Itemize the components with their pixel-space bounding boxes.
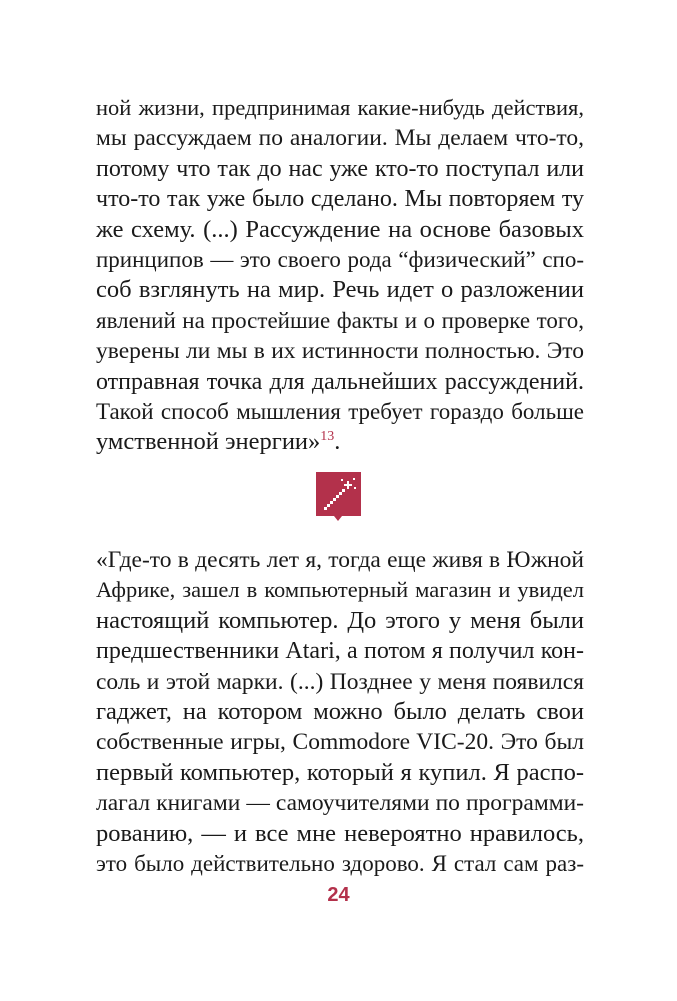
footnote-reference[interactable]: 13 — [320, 429, 335, 445]
text-line: гаджет, на котором можно было делать свои — [96, 697, 584, 725]
text-line: Африке, зашел в компьютерный магазин и увидел — [96, 577, 584, 603]
text-line: явлений на простейшие факты и о проверке того, — [96, 307, 584, 333]
text-line: что-то так уже было сделано. Мы повторяем ту — [96, 186, 584, 213]
paragraph-2 — [96, 545, 584, 879]
text-line: рованию, — и все мне невероятно нравилось, — [96, 819, 584, 847]
text-line: мы рассуждаем по аналогии. Мы делаем что-то, — [96, 125, 584, 152]
magic-wand-icon — [316, 472, 361, 524]
text-line: же схему. (...) Рассуждение на основе базовых — [96, 215, 584, 243]
text-line: предшественники Atari, а потом я получил кон- — [96, 638, 584, 665]
last-line-end: . — [334, 428, 341, 456]
text-line: соль и этой марки. (...) Позднее у меня появился — [96, 668, 584, 695]
text-line: собственные игры, Commodore VIC-20. Это был — [96, 729, 584, 756]
text-line: Такой способ мышления требует гораздо больше — [96, 398, 584, 424]
text-line: «Где-то в десять лет я, тогда еще живя в Южной — [96, 547, 584, 573]
text-line: отправная точка для дальнейших рассуждений. — [96, 368, 584, 395]
text-line: соб взглянуть на мир. Речь идет о разложении — [96, 276, 584, 304]
page-number: 24 — [327, 884, 350, 906]
paragraph-1 — [96, 93, 584, 458]
text-line: ной жизни, предпринимая какие-нибудь действия, — [96, 95, 584, 120]
text-line-last — [96, 427, 584, 457]
text-line: первый компьютер, который я купил. Я распо- — [96, 758, 584, 786]
text-line: уверены ли мы в их истинности полностью. Это — [96, 338, 584, 365]
last-line-text: умственной энергии» — [96, 428, 321, 456]
text-line: принципов — это своего рода “физический” спо- — [96, 246, 584, 272]
text-line: это было действительно здорово. Я стал сам раз- — [96, 850, 584, 876]
text-line: настоящий компьютер. До этого у меня были — [96, 606, 584, 634]
text-line: потому что так до нас уже кто-то поступал или — [96, 155, 584, 182]
text-line: лагал книгами — самоучителями по программи- — [96, 790, 584, 817]
